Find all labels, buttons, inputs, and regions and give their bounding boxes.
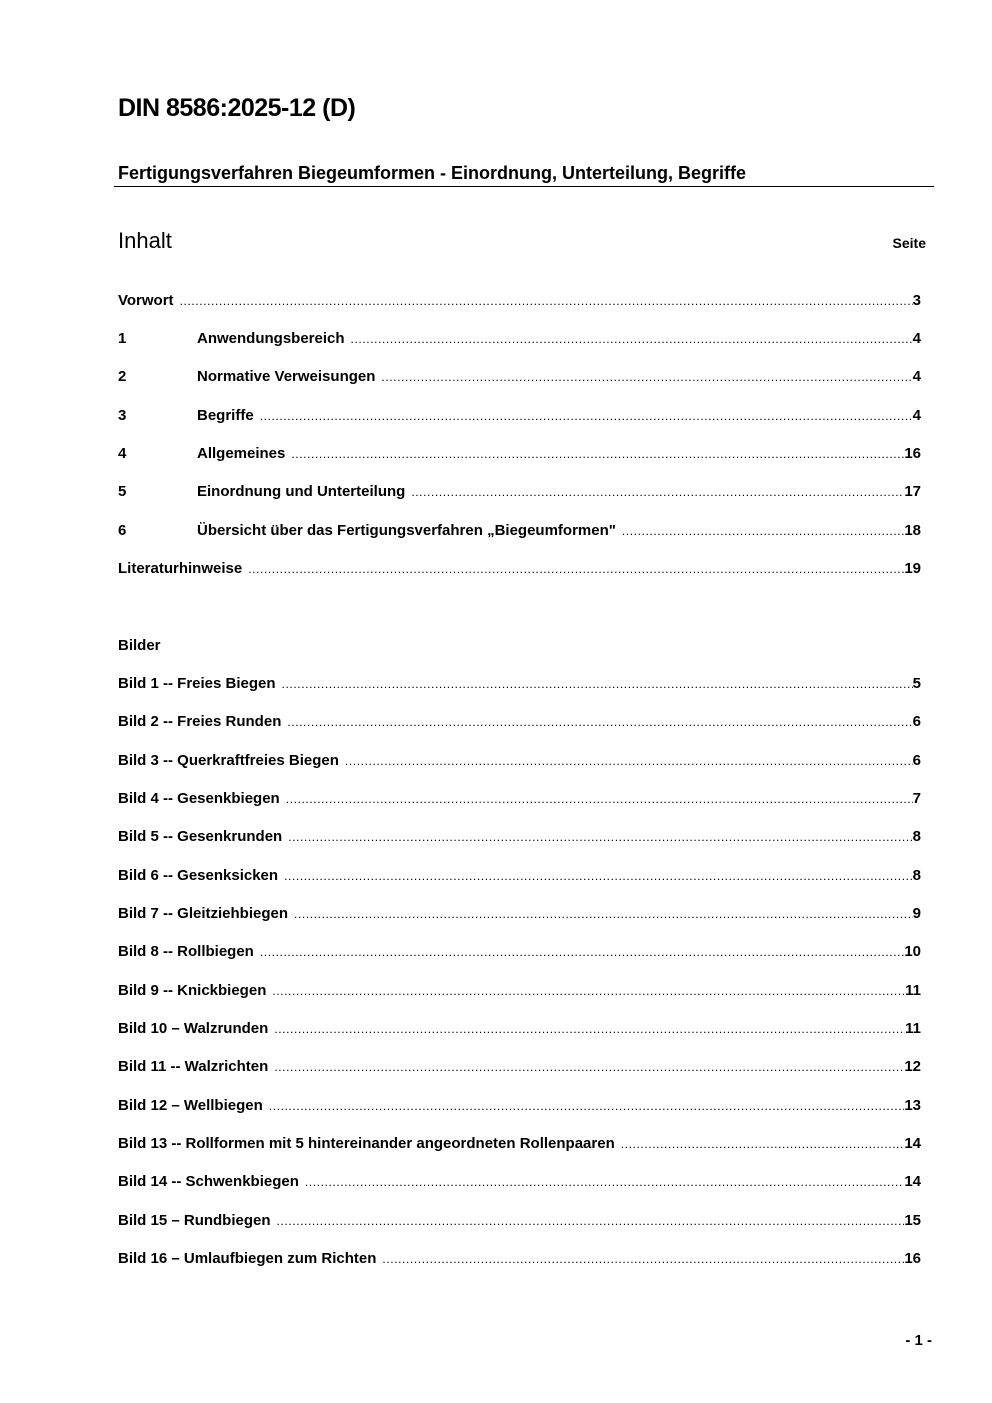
toc-leader-dots <box>351 332 913 346</box>
figure-entry-label: Bild 2 -- Freies Runden <box>118 713 282 730</box>
toc-entry-3[interactable] <box>118 407 921 427</box>
toc-entry-page: 4 <box>912 330 921 347</box>
figure-entry-label: Bild 16 – Umlaufbiegen zum Richten <box>118 1250 377 1267</box>
toc-entry-number: 6 <box>118 522 127 539</box>
toc-entry-label: Literaturhinweise <box>118 560 243 577</box>
toc-leader-dots <box>274 1060 904 1074</box>
toc-leader-dots <box>269 1099 905 1113</box>
toc-leader-dots <box>305 1175 904 1189</box>
toc-leader-dots <box>288 830 912 844</box>
figure-entry[interactable] <box>118 1212 921 1232</box>
toc-leader-dots <box>622 524 904 538</box>
toc-leader-dots <box>381 370 912 384</box>
figure-entry-page: 11 <box>905 1020 921 1037</box>
toc-entry-label: Normative Verweisungen <box>197 368 376 385</box>
figure-entry[interactable] <box>118 905 921 925</box>
toc-entry-vorwort[interactable] <box>118 292 921 312</box>
toc-leader-dots <box>248 562 904 576</box>
figure-entry[interactable] <box>118 1135 921 1155</box>
toc-entry-number: 4 <box>118 445 127 462</box>
toc-leader-dots <box>287 715 912 729</box>
figure-entry-label: Bild 7 -- Gleitziehbiegen <box>118 905 289 922</box>
toc-entry-page: 4 <box>912 407 921 424</box>
toc-entry-page: 16 <box>904 445 921 462</box>
toc-entry-2[interactable] <box>118 368 921 388</box>
toc-entry-page: 3 <box>912 292 921 309</box>
toc-entry-number: 2 <box>118 368 127 385</box>
figure-entry-label: Bild 9 -- Knickbiegen <box>118 982 267 999</box>
toc-entry-literaturhinweise[interactable] <box>118 560 921 580</box>
figure-entry[interactable] <box>118 982 921 1002</box>
toc-entry-label: Übersicht über das Fertigungsverfahren „Biegeumformen" <box>197 522 616 539</box>
toc-leader-dots <box>411 485 904 499</box>
toc-leader-dots <box>294 907 913 921</box>
figure-entry-page: 12 <box>904 1058 921 1075</box>
toc-leader-dots <box>345 754 913 768</box>
toc-entry-page: 19 <box>904 560 921 577</box>
figure-entry[interactable] <box>118 752 921 772</box>
document-subtitle: Fertigungsverfahren Biegeumformen - Einordnung, Unterteilung, Begriffe <box>118 163 747 183</box>
figure-entry-page: 6 <box>912 752 921 769</box>
figure-entry-page: 9 <box>912 905 921 922</box>
toc-leader-dots <box>274 1022 905 1036</box>
figure-entry[interactable] <box>118 1250 921 1270</box>
toc-entry-label: Allgemeines <box>197 445 286 462</box>
toc-entry-page: 18 <box>904 522 921 539</box>
toc-leader-dots <box>286 792 913 806</box>
figure-entry[interactable] <box>118 943 921 963</box>
figure-entry[interactable] <box>118 867 921 887</box>
figure-entry[interactable] <box>118 1097 921 1117</box>
toc-entry-6[interactable] <box>118 522 921 542</box>
figure-entry-page: 5 <box>912 675 921 692</box>
figure-entry[interactable] <box>118 1058 921 1078</box>
figure-entry[interactable] <box>118 828 921 848</box>
figure-entry-label: Bild 13 -- Rollformen mit 5 hintereinander angeordneten Rollenpaaren <box>118 1135 615 1152</box>
toc-entry-1[interactable] <box>118 330 921 350</box>
figure-entry-label: Bild 6 -- Gesenksicken <box>118 867 279 884</box>
toc-leader-dots <box>382 1252 904 1266</box>
figure-entry-label: Bild 1 -- Freies Biegen <box>118 675 276 692</box>
toc-entry-number: 3 <box>118 407 127 424</box>
toc-leader-dots <box>291 447 904 461</box>
figure-entry-page: 6 <box>912 713 921 730</box>
figure-entry-page: 7 <box>912 790 921 807</box>
toc-entry-number: 1 <box>118 330 127 347</box>
figure-entry-label: Bild 5 -- Gesenkrunden <box>118 828 283 845</box>
toc-leader-dots <box>260 945 904 959</box>
figure-entry-label: Bild 10 – Walzrunden <box>118 1020 269 1037</box>
figure-entry[interactable] <box>118 713 921 733</box>
toc-leader-dots <box>284 869 913 883</box>
toc-entry-label: Begriffe <box>197 407 254 424</box>
figure-entry-label: Bild 3 -- Querkraftfreies Biegen <box>118 752 339 769</box>
figure-entry[interactable] <box>118 1173 921 1193</box>
toc-leader-dots <box>180 294 913 308</box>
page-number: - 1 - <box>905 1332 932 1349</box>
figure-entry-page: 15 <box>904 1212 921 1229</box>
figure-entry-label: Bild 15 – Rundbiegen <box>118 1212 271 1229</box>
figure-entry-page: 10 <box>904 943 921 960</box>
figure-entry-page: 16 <box>904 1250 921 1267</box>
figures-heading: Bilder <box>118 637 161 654</box>
figure-entry-page: 8 <box>912 867 921 884</box>
figure-entry-page: 14 <box>904 1173 921 1190</box>
toc-entry-page: 17 <box>904 483 921 500</box>
figure-entry-label: Bild 8 -- Rollbiegen <box>118 943 254 960</box>
figure-entry-page: 13 <box>904 1097 921 1114</box>
toc-leader-dots <box>260 409 913 423</box>
toc-leader-dots <box>277 1214 905 1228</box>
figure-entry-page: 14 <box>904 1135 921 1152</box>
toc-entry-number: 5 <box>118 483 127 500</box>
toc-entry-5[interactable] <box>118 483 921 503</box>
document-id: DIN 8586:2025-12 (D) <box>118 94 356 122</box>
figure-entry[interactable] <box>118 1020 921 1040</box>
toc-entry-page: 4 <box>912 368 921 385</box>
toc-leader-dots <box>621 1137 905 1151</box>
figure-entry-page: 8 <box>912 828 921 845</box>
page-column-label: Seite <box>892 235 926 251</box>
figure-entry-label: Bild 12 – Wellbiegen <box>118 1097 263 1114</box>
toc-heading: Inhalt <box>118 228 172 253</box>
toc-leader-dots <box>282 677 913 691</box>
toc-leader-dots <box>272 984 905 998</box>
toc-entry-label: Vorwort <box>118 292 174 309</box>
figure-entry-label: Bild 4 -- Gesenkbiegen <box>118 790 280 807</box>
toc-entry-label: Anwendungsbereich <box>197 330 345 347</box>
figure-entry[interactable] <box>118 790 921 810</box>
figure-entry-label: Bild 14 -- Schwenkbiegen <box>118 1173 299 1190</box>
title-rule <box>114 186 934 187</box>
toc-entry-label: Einordnung und Unterteilung <box>197 483 406 500</box>
figure-entry-page: 11 <box>905 982 921 999</box>
figure-entry[interactable] <box>118 675 921 695</box>
figure-entry-label: Bild 11 -- Walzrichten <box>118 1058 269 1075</box>
toc-entry-4[interactable] <box>118 445 921 465</box>
